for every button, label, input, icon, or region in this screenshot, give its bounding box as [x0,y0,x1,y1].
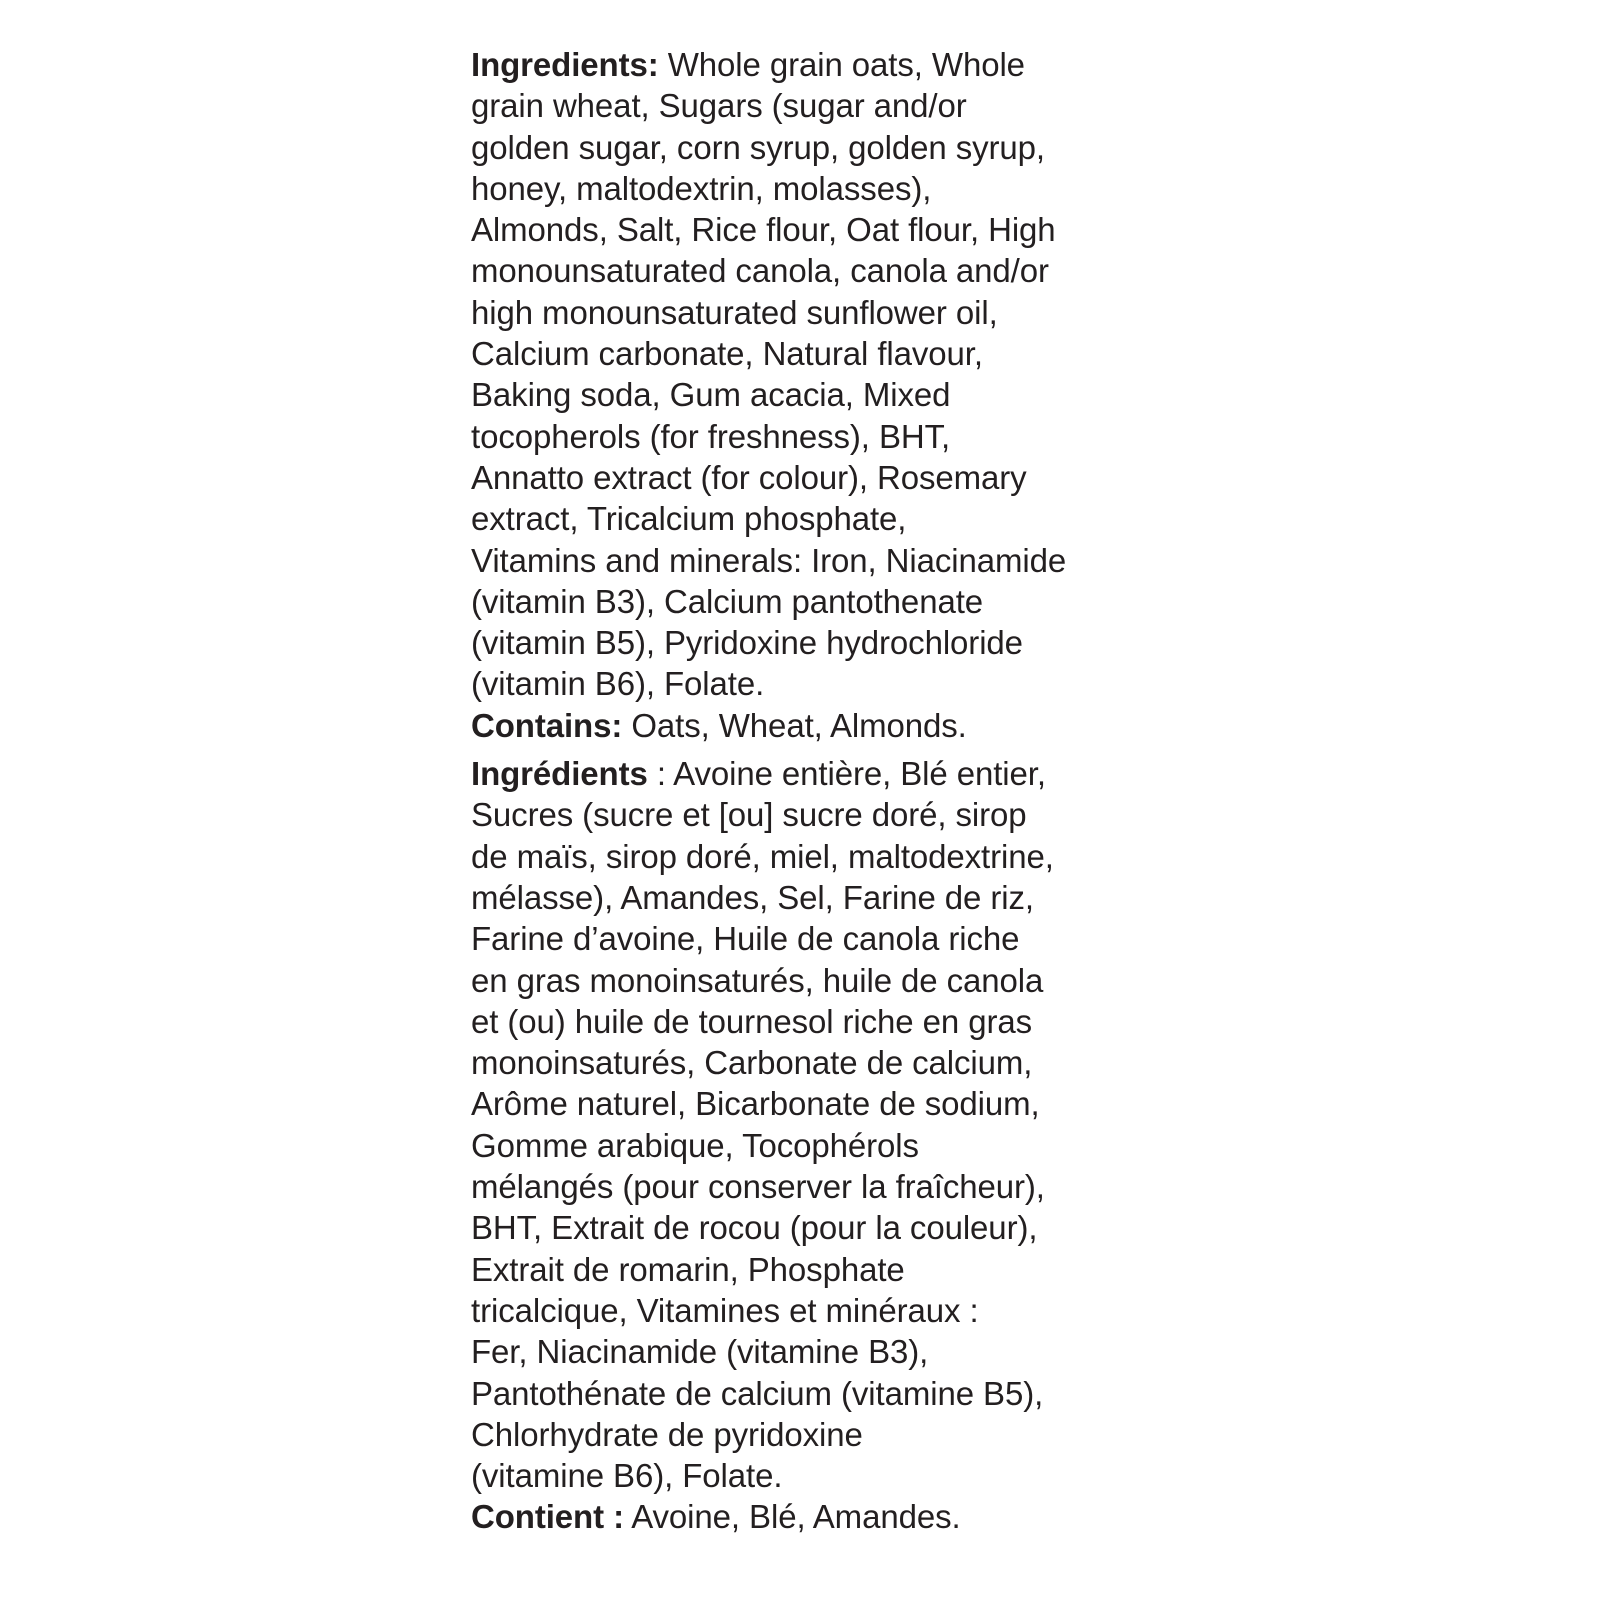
english-line-text: Baking soda, Gum acacia, Mixed [471,376,951,414]
english-contains-line [471,705,1151,746]
french-line-text: Chlorhydrate de pyridoxine [471,1415,863,1453]
french-ingredients-section [471,753,1151,1538]
english-line-text: high monounsaturated sunflower oil, [471,293,998,331]
french-line-text: BHT, Extrait de rocou (pour la couleur), [471,1209,1038,1247]
french-contains-text: Avoine, Blé, Amandes. [623,1498,961,1536]
english-ingredients-section [471,44,1151,746]
french-line-text: de maïs, sirop doré, miel, maltodextrine, [471,837,1054,875]
english-line-text: honey, maltodextrin, molasses), [471,169,932,207]
french-contains-heading: Contient : [471,1498,624,1536]
french-line-text: et (ou) huile de tournesol riche en gras [471,1002,1032,1040]
french-contains-line [471,1496,1151,1537]
french-line-text: tricalcique, Vitamines et minéraux : [471,1291,979,1329]
english-line-text: tocopherols (for freshness), BHT, [471,417,951,455]
english-line-text: Calcium carbonate, Natural flavour, [471,335,983,373]
english-contains-heading: Contains: [471,706,623,744]
french-line-text: mélasse), Amandes, Sel, Farine de riz, [471,878,1034,916]
french-line-text: : Avoine entière, Blé entier, [647,755,1046,793]
english-line-text: (vitamin B6), Folate. [471,665,765,703]
french-line-text: (vitamine B6), Folate. [471,1457,783,1495]
english-line-text: Almonds, Salt, Rice flour, Oat flour, High [471,211,1056,249]
french-ingredients-line-1 [471,753,1151,794]
french-ingredients-heading: Ingrédients [471,755,648,793]
french-line-text: monoinsaturés, Carbonate de calcium, [471,1044,1033,1082]
french-line-text: en gras monoinsaturés, huile de canola [471,961,1044,999]
english-line-text: golden sugar, corn syrup, golden syrup, [471,128,1045,166]
french-line-text: Extrait de romarin, Phosphate [471,1250,905,1288]
english-contains-text: Oats, Wheat, Almonds. [622,706,967,744]
english-line-text: Annatto extract (for colour), Rosemary [471,458,1027,496]
english-line-text: monounsaturated canola, canola and/or [471,252,1049,290]
french-line-text: Fer, Niacinamide (vitamine B3), [471,1333,929,1371]
english-line-text: extract, Tricalcium phosphate, [471,500,907,538]
english-line-text: (vitamin B5), Pyridoxine hydrochloride [471,624,1023,662]
english-line-text: Vitamins and minerals: Iron, Niacinamide [471,541,1067,579]
french-line-text: mélangés (pour conserver la fraîcheur), [471,1168,1045,1206]
french-line-text: Farine d’avoine, Huile de canola riche [471,920,1020,958]
english-line-text: (vitamin B3), Calcium pantothenate [471,582,984,620]
french-line-text: Arôme naturel, Bicarbonate de sodium, [471,1085,1040,1123]
french-line-text: Pantothénate de calcium (vitamine B5), [471,1374,1044,1412]
english-ingredients-line-1 [471,44,1151,85]
french-line-text: Sucres (sucre et [ou] sucre doré, sirop [471,796,1027,834]
french-line-text: Gomme arabique, Tocophérols [471,1126,919,1164]
english-line-text: Whole grain oats, Whole [658,46,1025,83]
ingredient-label [471,44,1151,1538]
english-ingredients-heading: Ingredients: [471,46,659,83]
english-line-text: grain wheat, Sugars (sugar and/or [471,87,967,125]
